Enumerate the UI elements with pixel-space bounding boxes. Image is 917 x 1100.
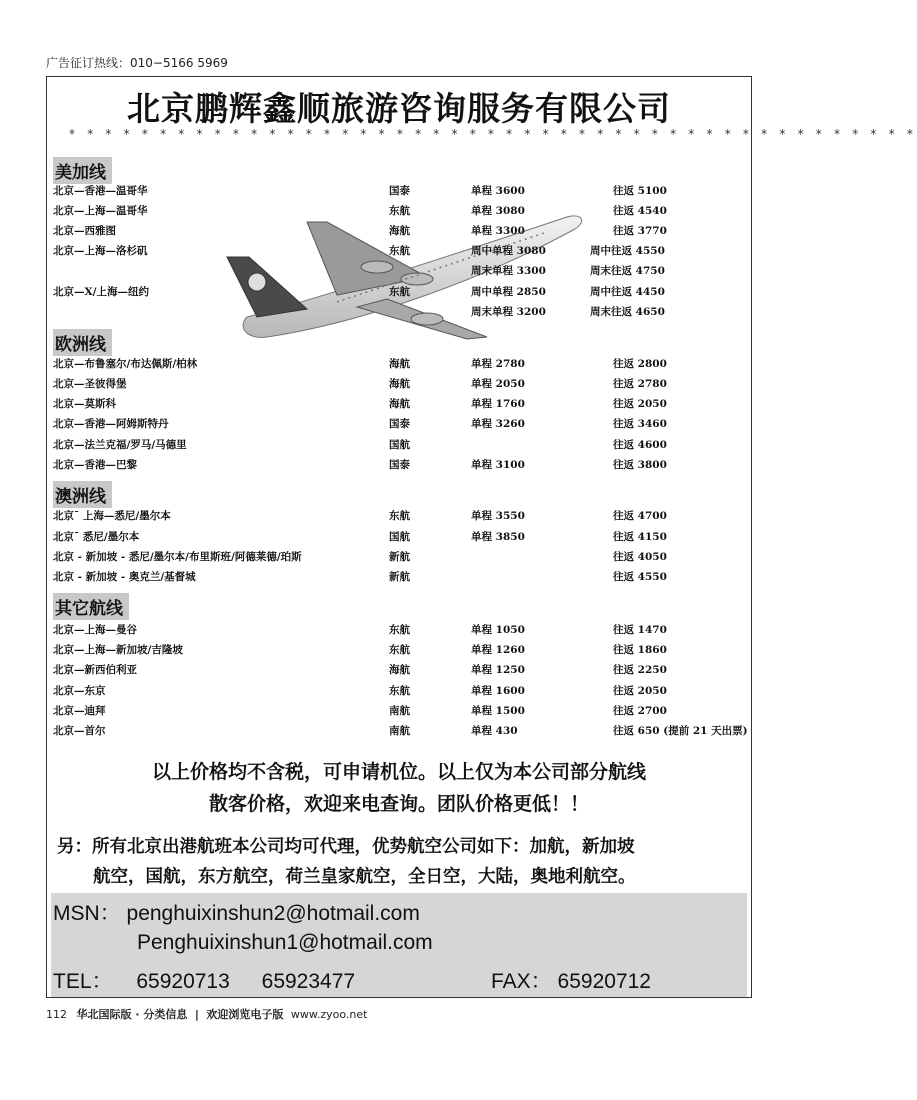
table-row [53,620,753,640]
oneway-price: 单程 2780 [471,358,525,370]
airline: 国泰 [389,459,410,471]
table-row [53,547,753,567]
tel-number-1: 65920713 [136,970,230,993]
notice-line-2: 散客价格，欢迎来电查询。团队价格更低！！ [208,793,589,815]
oneway-price: 单程 3550 [471,510,525,522]
airline: 海航 [389,664,410,676]
table-row [53,527,753,547]
oneway-price: 单程 1250 [471,664,525,676]
oneway-price: 单程 3300 [471,225,525,237]
table-row [53,660,753,680]
oneway-price: 单程 1260 [471,644,525,656]
roundtrip-price: 往返 1860 [613,644,667,656]
route: 北京—东京 [53,685,106,697]
airline: 南航 [389,705,410,717]
route: 北京—首尔 [53,725,106,737]
roundtrip-price: 周末往返 4750 [590,265,665,277]
roundtrip-price: 往返 3770 [613,225,667,237]
roundtrip-price: 往返 4700 [613,510,667,522]
airline: 南航 [389,725,410,737]
roundtrip-price: 往返 4150 [613,531,667,543]
route: 北京—香港—巴黎 [53,459,137,471]
route: 北京—上海—曼谷 [53,624,137,636]
route: 北京—新西伯利亚 [53,664,137,676]
footer-separator: | [194,1008,199,1021]
star-divider: * * * * * * * * * * * * * * * * * * * * * * * * * * * * * * * * * * * * * * * * * * * * * * * [69,127,917,141]
airline: 海航 [389,398,410,410]
oneway-price: 单程 3600 [471,185,525,197]
roundtrip-price: 往返 3800 [613,459,667,471]
extra-line-1: 另：所有北京出港航班本公司均可代理，优势航空公司如下：加航，新加坡 [57,837,635,857]
airline: 海航 [389,378,410,390]
table-row [53,374,753,394]
airline: 海航 [389,225,410,237]
airline: 海航 [389,358,410,370]
fax-number: 65920712 [557,970,651,993]
route: 北京—迪拜 [53,705,106,717]
route: 北京—莫斯科 [53,398,116,410]
airline: 东航 [389,286,410,298]
extra-line-2: 航空，国航，东方航空，荷兰皇家航空，全日空，大陆，奥地利航空。 [93,867,636,887]
table-row [53,394,753,414]
roundtrip-price: 往返 2700 [613,705,667,717]
table-row [53,201,753,221]
roundtrip-price: 往返 4050 [613,551,667,563]
route: 北京¯ 上海—悉尼/墨尔本 [53,510,171,522]
table-row [53,640,753,660]
route: 北京—上海—新加坡/吉隆坡 [53,644,183,656]
page-number: 112 [46,1008,67,1021]
table-row [53,506,753,526]
msn-email-2: Penghuixinshun1@hotmail.com [137,931,433,954]
roundtrip-price: 往返 5100 [613,185,667,197]
oneway-price: 单程 430 [471,725,518,737]
table-row [53,414,753,434]
airline: 东航 [389,644,410,656]
roundtrip-price: 往返 3460 [613,418,667,430]
airline: 东航 [389,510,410,522]
publication-name: 华北国际版 · 分类信息 [76,1008,188,1021]
table-row [53,455,753,475]
msn-email-1: penghuixinshun2@hotmail.com [126,902,420,925]
table-row [53,181,753,201]
roundtrip-price: 往返 2250 [613,664,667,676]
roundtrip-price: 往返 4550 [613,571,667,583]
table-row [53,302,753,322]
section-title-europe: 欧洲线 [53,329,112,356]
ad-hotline: 广告征订热线：010−5166 5969 [46,56,228,70]
airline: 东航 [389,245,410,257]
oneway-price: 单程 3080 [471,205,525,217]
airline: 新航 [389,571,410,583]
page-footer [46,1006,367,1022]
company-name: 北京鹏辉鑫顺旅游咨询服务有限公司 [127,89,671,128]
tel-label: TEL： [53,970,113,993]
airline: 东航 [389,685,410,697]
oneway-price: 单程 3260 [471,418,525,430]
airline: 国航 [389,531,410,543]
route: 北京¯ 悉尼/墨尔本 [53,531,140,543]
route: 北京—上海—洛杉矶 [53,245,148,257]
website-link[interactable]: www.zyoo.net [290,1008,368,1021]
msn-line [53,897,420,927]
table-row [53,567,753,587]
route: 北京—X/上海—纽约 [53,286,149,298]
roundtrip-price: 往返 2800 [613,358,667,370]
section-title-australia: 澳洲线 [53,481,112,508]
airline: 东航 [389,624,410,636]
roundtrip-price: 往返 2780 [613,378,667,390]
table-row [53,221,753,241]
oneway-price: 周末单程 3300 [471,265,546,277]
route: 北京 - 新加坡 - 奥克兰/基督城 [53,571,196,583]
oneway-price: 周末单程 3200 [471,306,546,318]
browse-text: 欢迎浏览电子版 [206,1008,284,1021]
table-row [53,681,753,701]
oneway-price: 单程 1760 [471,398,525,410]
airline: 东航 [389,205,410,217]
route: 北京—法兰克福/罗马/马德里 [53,439,187,451]
notice-line-1: 以上价格均不含税，可申请机位。以上仅为本公司部分航线 [151,761,646,783]
roundtrip-price: 往返 2050 [613,685,667,697]
contact-panel [51,893,747,997]
roundtrip-price: 周中往返 4550 [590,245,665,257]
route: 北京—圣彼得堡 [53,378,127,390]
oneway-price: 单程 1600 [471,685,525,697]
roundtrip-price: 周中往返 4450 [590,286,665,298]
roundtrip-price: 往返 4540 [613,205,667,217]
table-row [53,282,753,302]
route: 北京 - 新加坡 - 悉尼/墨尔本/布里斯班/阿德莱德/珀斯 [53,551,302,563]
table-row [53,721,753,741]
ad-box [46,76,917,998]
roundtrip-price: 往返 1470 [613,624,667,636]
oneway-price: 单程 2050 [471,378,525,390]
oneway-price: 单程 1500 [471,705,525,717]
tel-line [53,965,355,995]
fax-label: FAX： [491,970,552,993]
airline: 新航 [389,551,410,563]
route: 北京—上海—温哥华 [53,205,148,217]
airline: 国泰 [389,185,410,197]
roundtrip-price: 往返 4600 [613,439,667,451]
oneway-price: 周中单程 2850 [471,286,546,298]
oneway-price: 周中单程 3080 [471,245,546,257]
roundtrip-price: 周末往返 4650 [590,306,665,318]
msn-label: MSN： [53,902,121,925]
table-row [53,241,753,261]
oneway-price: 单程 1050 [471,624,525,636]
roundtrip-price: 往返 2050 [613,398,667,410]
roundtrip-price: 往返 650 (提前 21 天出票) [613,725,748,737]
table-row [53,435,753,455]
airline: 国泰 [389,418,410,430]
airline: 国航 [389,439,410,451]
tel-number-2: 65923477 [261,970,356,993]
route: 北京—布鲁塞尔/布达佩斯/柏林 [53,358,198,370]
route: 北京—西雅图 [53,225,116,237]
route: 北京—香港—温哥华 [53,185,148,197]
section-title-other: 其它航线 [53,593,129,620]
oneway-price: 单程 3100 [471,459,525,471]
table-row [53,701,753,721]
table-row [53,354,753,374]
oneway-price: 单程 3850 [471,531,525,543]
section-title-americas: 美加线 [53,157,112,184]
route: 北京—香港—阿姆斯特丹 [53,418,169,430]
fax-line [491,965,651,995]
table-row [53,261,753,281]
